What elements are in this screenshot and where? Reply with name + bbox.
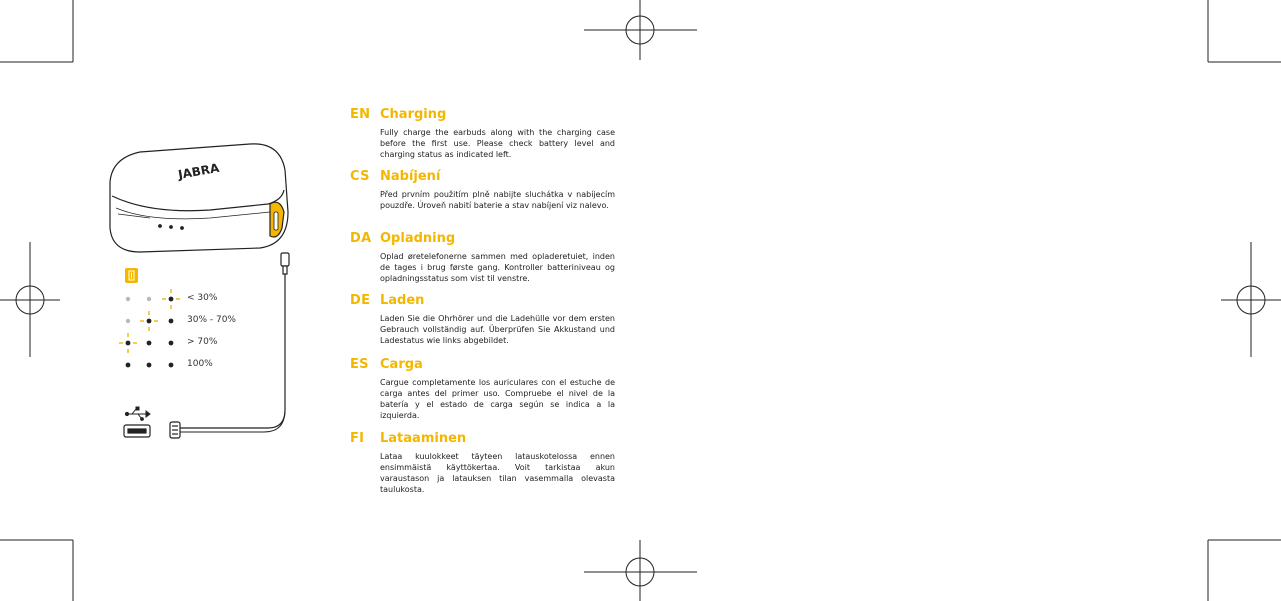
battery-level-label: 100% xyxy=(187,359,213,369)
section-body: Oplad øretelefonerne sammen med opladeretuiet, inden de tages i brug første gang. Kontroller batteriniveau og opladningsstatus som vist til venstre. xyxy=(380,252,615,283)
section-title: Nabíjení xyxy=(380,169,441,184)
usb-symbol-icon xyxy=(125,407,150,420)
usb-c-connector-icon xyxy=(281,253,289,266)
section-title: Lataaminen xyxy=(380,431,467,446)
battery-level-label: 30% - 70% xyxy=(187,315,236,325)
battery-level-label: < 30% xyxy=(187,293,218,303)
charging-case-icon xyxy=(110,144,288,252)
section-es xyxy=(350,357,615,421)
section-title: Carga xyxy=(380,357,423,372)
section-body: Před prvním použitím plně nabijte sluchátka v nabíjecím pouzdře. Úroveň nabití baterie a stav nabíjení viz nalevo. xyxy=(380,190,615,210)
section-title: Opladning xyxy=(380,231,456,246)
section-de xyxy=(350,293,615,346)
section-en xyxy=(350,107,615,160)
section-title: Laden xyxy=(380,293,425,308)
language-code: ES xyxy=(350,357,369,372)
section-body: Laden Sie die Ohrhörer und die Ladehülle vor dem ersten Gebrauch vollständig auf. Überprüfen Sie Akkustand und Ladestatus wie links abgebildet. xyxy=(380,314,615,345)
section-body: Cargue completamente los auriculares con el estuche de carga antes del primer uso. Compruebe el nivel de la batería y el estado de carga según se indica a la izquierda. xyxy=(380,378,615,420)
case-logo: JABRA xyxy=(177,160,221,182)
section-body: Lataa kuulokkeet täyteen latauskotelossa ennen ensimmäistä käyttökertaa. Voit tarkistaa akun varaustason ja latauksen tilan vasemmalla olevasta taulukosta. xyxy=(380,452,615,494)
section-cs xyxy=(350,169,615,211)
section-fi xyxy=(350,431,615,495)
section-title: Charging xyxy=(380,107,447,122)
section-da xyxy=(350,231,615,284)
language-code: DA xyxy=(350,231,372,246)
led-indicator-icon xyxy=(119,289,180,367)
section-body: Fully charge the earbuds along with the charging case before the first use. Please check battery level and charging status as indicated left. xyxy=(380,128,615,159)
language-code: FI xyxy=(350,431,365,446)
battery-charging-icon xyxy=(125,268,138,283)
usb-a-port-icon xyxy=(124,425,150,437)
battery-level-label: > 70% xyxy=(187,337,218,347)
language-code: EN xyxy=(350,107,371,122)
language-code: DE xyxy=(350,293,371,308)
language-code: CS xyxy=(350,169,370,184)
